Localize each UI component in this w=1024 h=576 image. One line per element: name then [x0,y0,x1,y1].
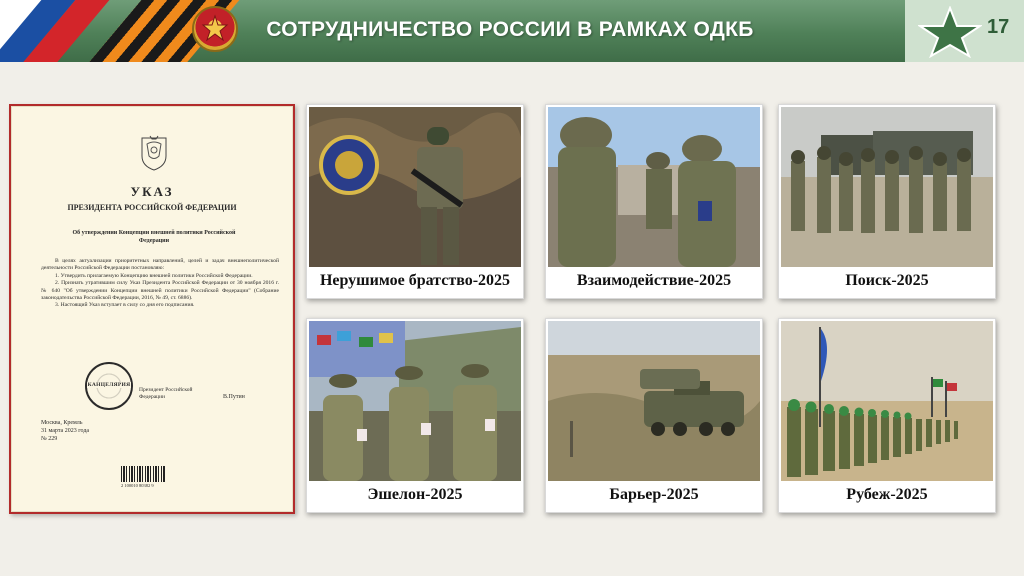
exercise-card [545,318,763,513]
decree-paragraph: 2. Признать утратившим силу Указ Президента Российской Федерации от 30 ноября 2016 г. № 640 "Об утверждении Концепции внешней политики Российской Федерации" (Собрание законодательства Российской Федерации, 2016, № 49, ст. 6886). [41,280,279,302]
officers-flags-photo [309,321,521,481]
card-caption: Рубеж-2025 [846,486,928,503]
signature-name: В.Путин [223,394,245,400]
military-emblem-icon [192,6,238,52]
card-caption: Эшелон-2025 [367,486,463,503]
card-caption: Барьер-2025 [609,486,699,503]
coat-of-arms-icon [138,134,170,172]
barcode-number: 2 100010 80382 9 [121,483,154,488]
exercise-card [778,104,996,299]
card-caption: Поиск-2025 [845,272,929,289]
soldiers-helmets-photo [548,107,760,267]
decree-place-date [41,419,89,443]
decree-number: № 229 [41,436,58,442]
card-caption: Нерушимое братство-2025 [319,272,511,289]
exercise-card [545,104,763,299]
header-bar [0,0,1024,62]
office-stamp [85,362,133,410]
stamp-label: КАНЦЕЛЯРИЯ [87,382,131,388]
decree-title: УКАЗ [130,184,174,199]
decree-about: Об утверждении Концепции внешней политики Российской Федерации [72,230,236,244]
decree-subtitle: ПРЕЗИДЕНТА РОССИЙСКОЙ ФЕДЕРАЦИИ [67,203,237,212]
decree-paragraph: В целях актуализации приоритетных направлений, целей и задач внешнеполитической деятельности Российской Федерации постановляю: [41,258,279,272]
soldiers-trucks-photo [781,107,993,267]
armored-vehicles-photo [548,321,760,481]
exercise-card [778,318,996,513]
formation-flags-photo [781,321,993,481]
exercise-card [306,318,524,513]
decree-document [9,104,295,514]
slide-number: 17 [987,16,1010,38]
signature-role: Президент Российской Федерации [139,387,193,400]
star-icon [918,6,982,58]
exercise-card [306,104,524,299]
decree-paragraph: 3. Настоящий Указ вступает в силу со дня его подписания. [55,302,195,309]
decree-date: 31 марта 2023 года [41,428,90,434]
page-title: СОТРУДНИЧЕСТВО РОССИИ В РАМКАХ ОДКБ [266,18,754,41]
decree-place: Москва, Кремль [41,420,83,426]
decree-paragraph: 1. Утвердить прилагаемую Концепцию внешней политики Российской Федерации. [55,272,253,279]
emblem-soldier-photo [309,107,521,267]
card-caption: Взаимодействие-2025 [576,272,732,289]
decree-body [41,258,279,310]
barcode-icon [121,466,165,482]
